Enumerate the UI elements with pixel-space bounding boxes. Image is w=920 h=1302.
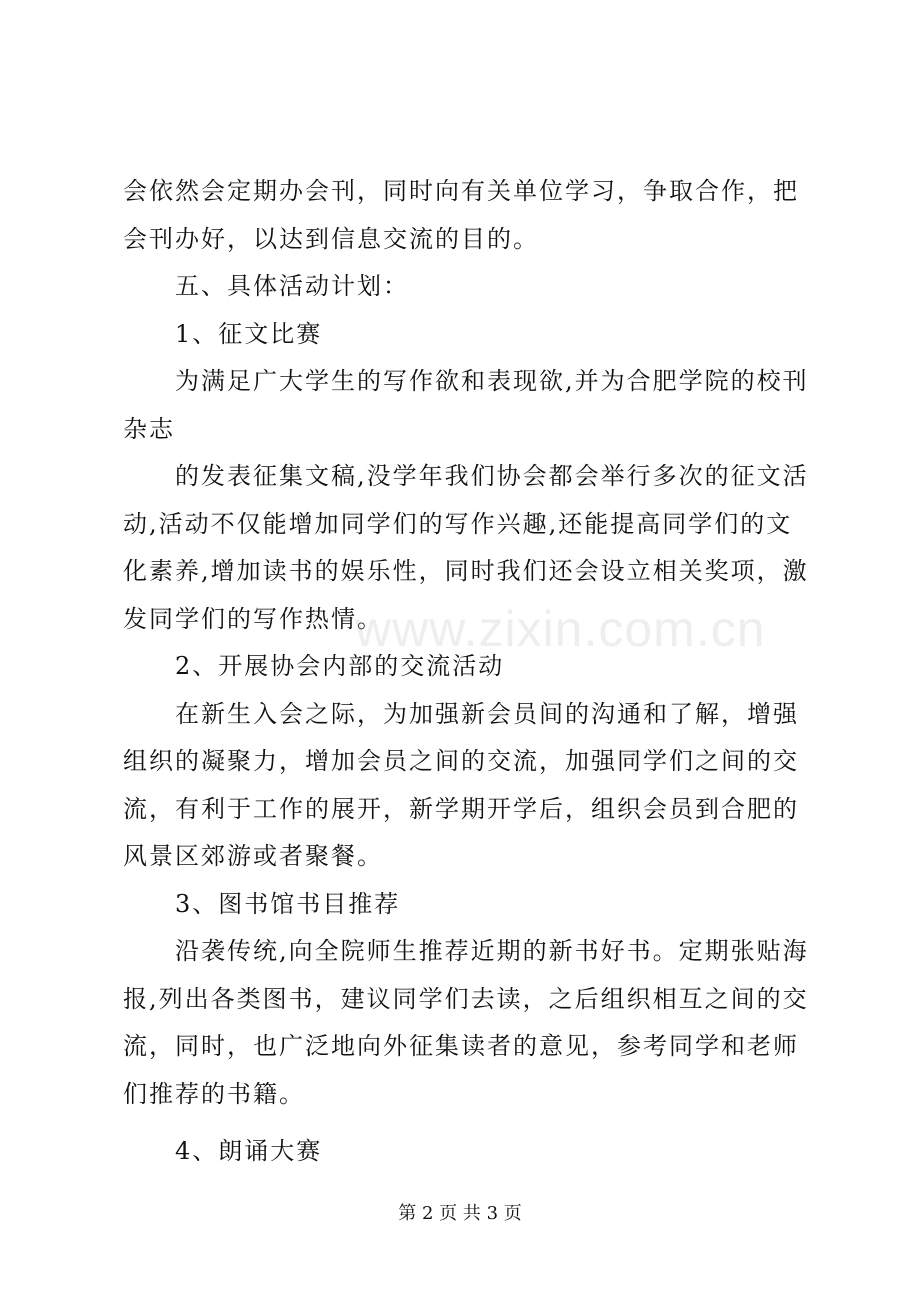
section-heading-activity-plan: 五、具体活动计划： [175,272,409,300]
paragraph-library-recommend: 沿袭传统,向全院师生推荐近期的新书好书。定期张贴海报,列出各类图书，建议同学们去读，之后组织相互之间的交流，同时，也广泛地向外征集读者的意见，参考同学和老师们推荐的书籍。 [123,937,809,1108]
paragraph-essay-intro: 为满足广大学生的写作欲和表现欲,并为合肥学院的校刊杂志 [123,367,809,443]
paragraph-1: 会依然会定期办会刊，同时向有关单位学习，争取合作，把会刊办好，以达到信息交流的目的。 [123,177,799,253]
paragraph-internal-exchange: 在新生入会之际，为加强新会员间的沟通和了解，增强组织的凝聚力，增加会员之间的交流，加强同学们之间的交流，有利于工作的展开，新学期开学后，组织会员到合肥的风景区郊游或者聚餐。 [123,699,799,870]
item-heading-internal-exchange: 2、开展协会内部的交流活动 [175,652,505,680]
paragraph-gap [123,1118,809,1128]
paragraph-essay-detail: 的发表征集文稿,没学年我们协会都会举行多次的征文活动,活动不仅能增加同学们的写作兴趣,还能提高同学们的文化素养,增加读书的娱乐性，同时我们还会设立相关奖项，激发同学们的写作热情。 [123,462,809,633]
item-heading-library-recommend: 3、图书馆书目推荐 [175,889,401,918]
page-footer: 第 2 页 共 3 页 [398,1203,522,1224]
item-heading-essay-contest: 1、征文比赛 [175,319,323,348]
watermark: www.zixin.com.cn [355,601,766,657]
document-body [123,168,809,1176]
item-heading-recitation-contest: 4、朗诵大赛 [175,1137,323,1165]
